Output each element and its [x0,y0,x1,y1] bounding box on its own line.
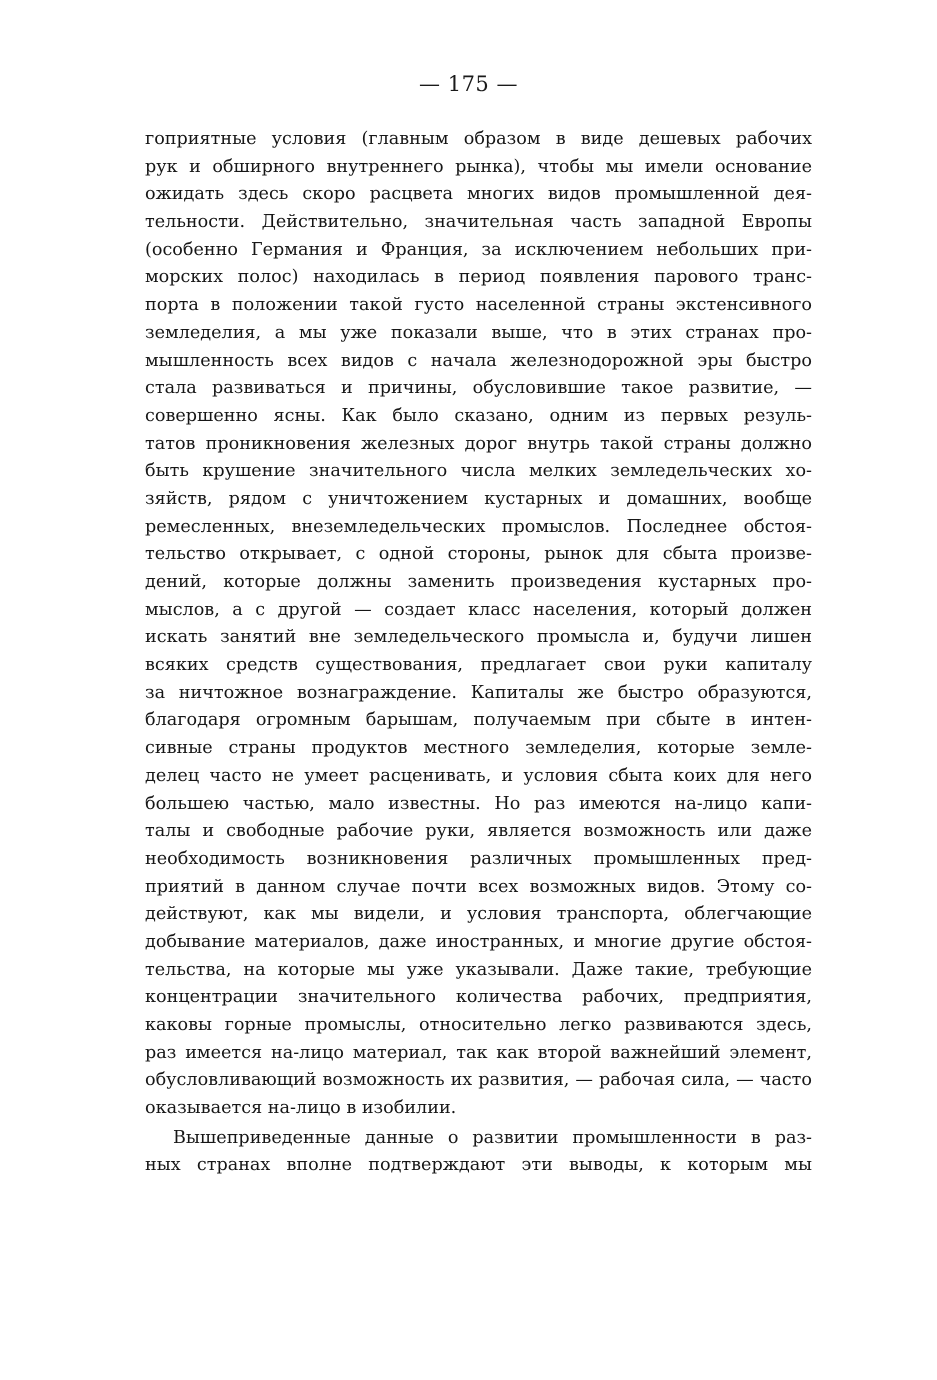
text-line: рук и обширного внутреннего рынка), чтобы мы имели основание [145,156,812,177]
text-line: добывание материалов, даже иностранных, и многие другие обстоя- [145,931,812,952]
text-line: сивные страны продуктов местного земледелия, которые земле- [145,738,812,759]
text-line: необходимость возникновения различных промышленных пред- [145,848,812,869]
text-line: совершенно ясны. Как было сказано, одним из первых резуль- [145,405,812,426]
text-line: тельности. Действительно, значительная часть западной Европы [145,212,812,233]
text-line: оказывается на-лицо в изобилии. [145,1098,457,1119]
text-line: за ничтожное вознаграждение. Капиталы же быстро образуются, [145,682,812,703]
body-text [145,126,812,1180]
text-line: мышленность всех видов с начала железнодорожной эры быстро [145,350,812,371]
text-line: стала развиваться и причины, обусловившие такое развитие, — [145,378,812,399]
paragraph [145,1125,812,1180]
text-line: ных странах вполне подтверждают эти выводы, к которым мы [145,1155,812,1176]
text-line: благодаря огромным барышам, получаемым при сбыте в интен- [145,710,812,731]
text-line: обусловливающий возможность их развития, — рабочая сила, — часто [145,1070,812,1091]
paragraph [145,126,812,1123]
text-line: порта в положении такой густо населенной страны экстенсивного [145,295,812,316]
text-line: большею частью, мало известны. Но раз имеются на-лицо капи- [145,793,812,814]
text-line: приятий в данном случае почти всех возможных видов. Этому со- [145,876,812,897]
text-line: морских полос) находилась в период появления парового транс- [145,267,812,288]
text-line: действуют, как мы видели, и условия транспорта, облегчающие [145,904,812,925]
text-line: тельство открывает, с одной стороны, рынок для сбыта произве- [145,544,812,565]
text-line: Вышеприведенные данные о развитии промышленности в раз- [173,1127,812,1148]
text-line: (особенно Германия и Франция, за исключением небольших при- [145,239,812,260]
page-number: — 175 — [419,72,518,96]
text-line: гоприятные условия (главным образом в виде дешевых рабочих [145,129,812,149]
text-line: искать занятий вне земледельческого промысла и, будучи лишен [145,627,812,648]
text-line: земледелия, а мы уже показали выше, что в этих странах про- [145,322,812,343]
text-line: концентрации значительного количества рабочих, предприятия, [145,987,812,1008]
text-line: ожидать здесь скоро расцвета многих видов промышленной дея- [145,184,812,205]
text-line: тельства, на которые мы уже указывали. Даже такие, требующие [145,959,812,980]
text-line: татов проникновения железных дорог внутрь такой страны должно [145,433,812,454]
text-line: быть крушение значительного числа мелких земледельческих хо- [145,461,812,482]
text-line: талы и свободные рабочие руки, является возможность или даже [145,821,812,842]
text-line: всяких средств существования, предлагает свои руки капиталу [145,655,812,676]
text-line: мыслов, а с другой — создает класс населения, который должен [145,599,812,620]
text-line: ремесленных, внеземледельческих промыслов. Последнее обстоя- [145,516,812,537]
text-line: делец часто не умеет расценивать, и условия сбыта коих для него [145,765,812,786]
text-line: зяйств, рядом с уничтожением кустарных и домашних, вообще [145,488,812,509]
text-line: раз имеется на-лицо материал, так как второй важнейший элемент, [145,1042,812,1063]
text-line: каковы горные промыслы, относительно легко развиваются здесь, [145,1015,812,1035]
text-line: дений, которые должны заменить произведения кустарных про- [145,572,812,592]
